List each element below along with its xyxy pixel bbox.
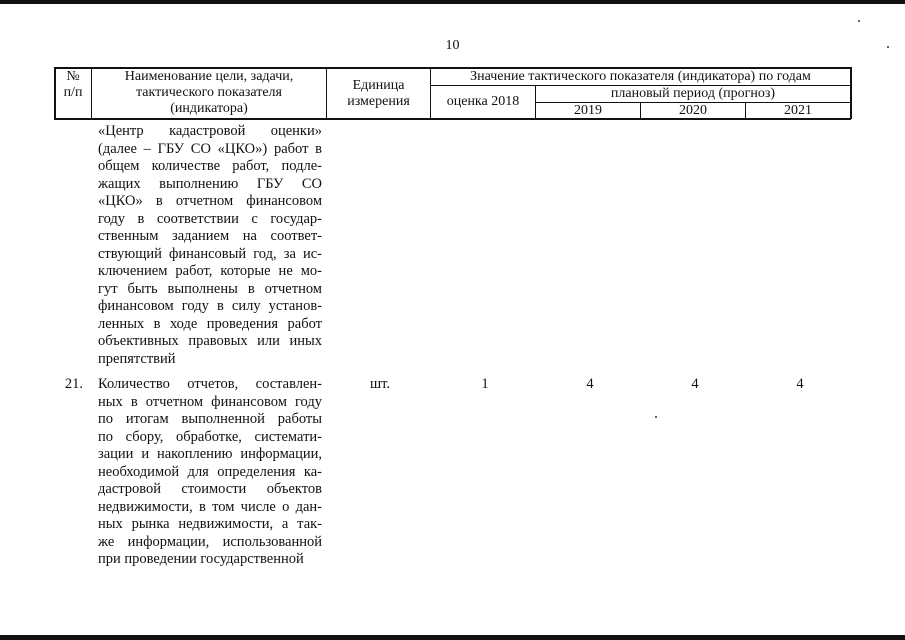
row-value-2020: 4 [691, 376, 699, 392]
scan-top-border [0, 0, 905, 4]
row-indicator-name: Количество отчетов, составлен- ных в отчетном финансовом году по итогам выполненной работы по сбору, обработке, системати- зации и накоплению информации, необходимой для определения ка- дастровой стоимости объектов недвижимости, в том числе о дан- ных рынка недвижимости, а так- же информации, использованной при проведении государственной [98, 376, 322, 567]
row-value-2019: 4 [586, 376, 594, 392]
scan-bottom-border [0, 635, 905, 640]
header-year-2020: 2020 [679, 103, 707, 118]
scan-speck [858, 20, 860, 22]
page-number: 10 [445, 38, 460, 53]
row-estimate-2018: 1 [481, 376, 489, 392]
header-year-2021: 2021 [784, 103, 812, 118]
row-unit: шт. [369, 376, 391, 392]
header-year-2019: 2019 [574, 103, 602, 118]
header-col-number: № п/п [63, 69, 83, 100]
header-plan-period: плановый период (прогноз) [610, 86, 776, 101]
row-number: 21. [64, 376, 83, 392]
scan-speck [655, 416, 657, 418]
row-indicator-name: «Центр кадастровой оценки» (далее – ГБУ СО «ЦКО») работ в общем количестве работ, подле- жащих выполнению ГБУ СО «ЦКО» в отчетном финансовом году в соответствии с государ- ственным заданием на соответ- ствующий финансовый год, за ис- ключением работ, которые не мо- гут быть выполнены в отчетном финансовом году в силу установ- ленных в ходе проведения работ объективных правовых или иных препятствий [98, 123, 322, 367]
header-group-title: Значение тактического показателя (индикатора) по годам [470, 69, 811, 84]
header-estimate-2018: оценка 2018 [446, 94, 520, 109]
header-col-unit: Единица измерения [347, 78, 410, 109]
header-col-name: Наименование цели, задачи, тактического показателя (индикатора) [124, 69, 294, 116]
row-value-2021: 4 [796, 376, 804, 392]
